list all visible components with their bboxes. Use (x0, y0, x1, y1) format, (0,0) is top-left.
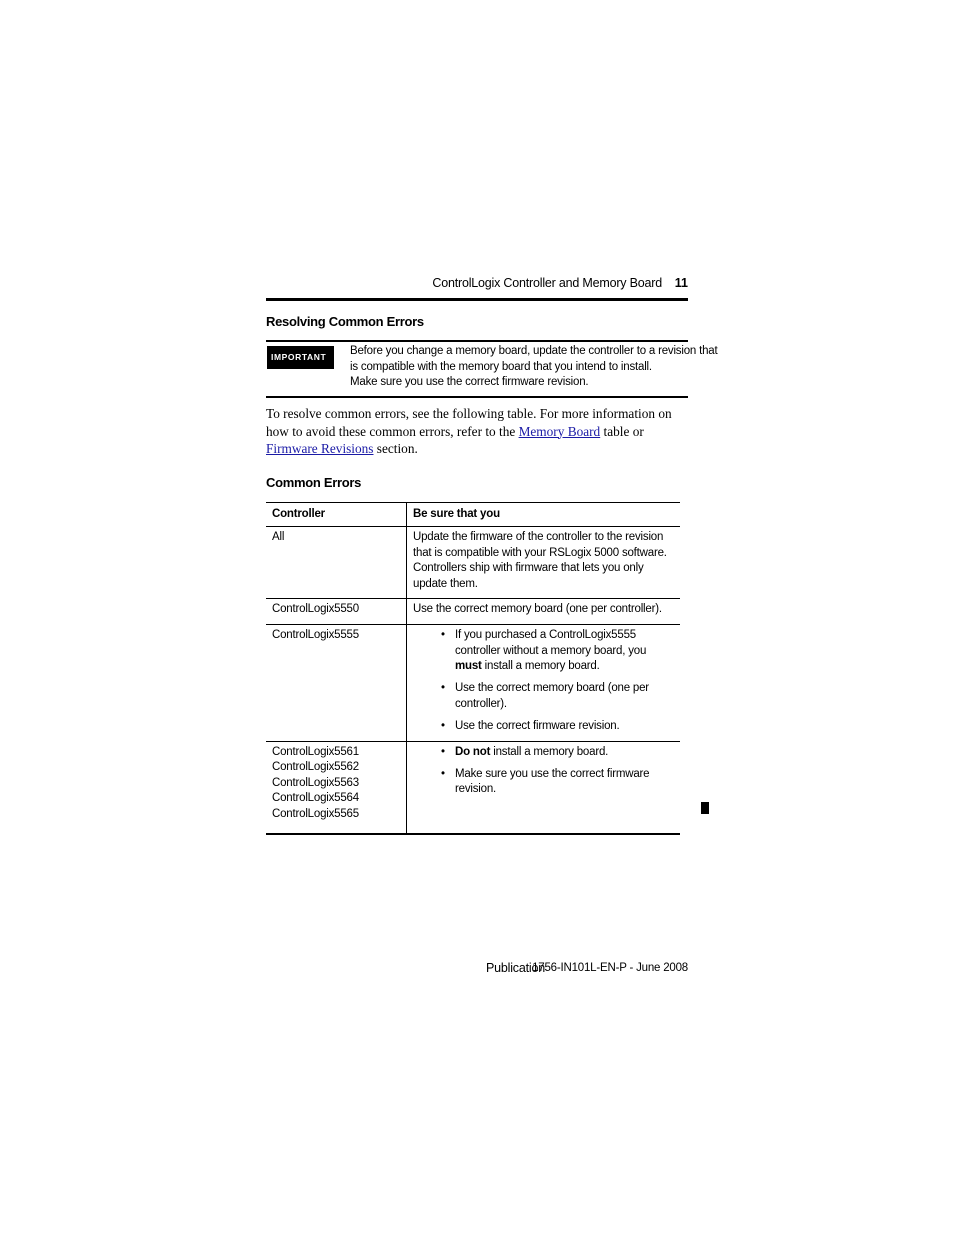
controller-name: ControlLogix5555 (272, 628, 359, 641)
controller-name: ControlLogix5564 (272, 792, 359, 805)
intro-paragraph (266, 405, 688, 458)
controller-name: All (272, 531, 285, 543)
intro-text: section. (373, 441, 418, 457)
important-rule-top (266, 340, 688, 342)
column-header-be-sure: Be sure that you (407, 503, 681, 527)
controller-name: ControlLogix5561 (272, 745, 359, 758)
page-footer (486, 961, 688, 979)
bullet-item: • Use the correct memory board (one per controller). (455, 681, 674, 712)
bullet-item: • If you purchased a ControlLogix5555 controller without a memory board, you must install a memory board. (455, 628, 674, 675)
page-header (266, 276, 688, 294)
firmware-revisions-link[interactable]: Firmware Revisions (266, 441, 374, 457)
controller-cell (266, 624, 407, 741)
end-of-section-marker (701, 802, 709, 814)
page-number: 11 (674, 276, 688, 290)
controller-name: ControlLogix5563 (272, 776, 359, 789)
controller-cell (266, 527, 407, 599)
memory-board-link[interactable]: Memory Board (518, 423, 601, 439)
table-header-row (266, 503, 680, 527)
publication-label: Publication (486, 961, 545, 975)
bullet-item: • Do not install a memory board. (455, 745, 674, 761)
bullet-list (413, 745, 674, 798)
important-badge: IMPORTANT (267, 346, 334, 369)
header-title: ControlLogix Controller and Memory Board (432, 276, 662, 290)
important-line: Make sure you use the correct firmware revision. (350, 376, 589, 389)
table-row (266, 741, 680, 833)
intro-text: table or (600, 423, 644, 439)
table-row (266, 527, 680, 599)
table-row (266, 624, 680, 741)
bullet-item: • Use the correct firmware revision. (455, 719, 674, 735)
intro-text: To resolve common errors, see the following table. For more information on how to avoid these common errors, refer to the (266, 406, 672, 439)
important-rule-bottom (266, 396, 688, 398)
instruction-cell (407, 624, 681, 741)
section-title: Resolving Common Errors (266, 314, 424, 329)
important-text (350, 344, 718, 391)
common-errors-table (266, 502, 680, 835)
controller-cell (266, 741, 407, 833)
instruction-cell: Update the firmware of the controller to the revision that is compatible with your RSLogix 5000 software. Controllers ship with firmware that lets you only update them. (407, 527, 681, 599)
table-row (266, 599, 680, 625)
instruction-cell: Use the correct memory board (one per controller). (407, 599, 681, 625)
header-rule (266, 298, 688, 301)
table-title: Common Errors (266, 475, 362, 490)
controller-name: ControlLogix5565 (272, 807, 359, 820)
publication-number: 1756-IN101L-EN-P - June 2008 (532, 962, 688, 974)
bullet-item: • Make sure you use the correct firmware revision. (455, 767, 674, 798)
controller-name: ControlLogix5562 (272, 761, 359, 774)
controller-cell (266, 599, 407, 625)
important-line: Before you change a memory board, update the controller to a revision that (350, 345, 718, 357)
controller-name: ControlLogix5550 (272, 603, 359, 616)
instruction-cell (407, 741, 681, 833)
important-line: is compatible with the memory board that you intend to install. (350, 360, 652, 373)
bullet-list (413, 628, 674, 735)
column-header-controller: Controller (266, 503, 407, 527)
